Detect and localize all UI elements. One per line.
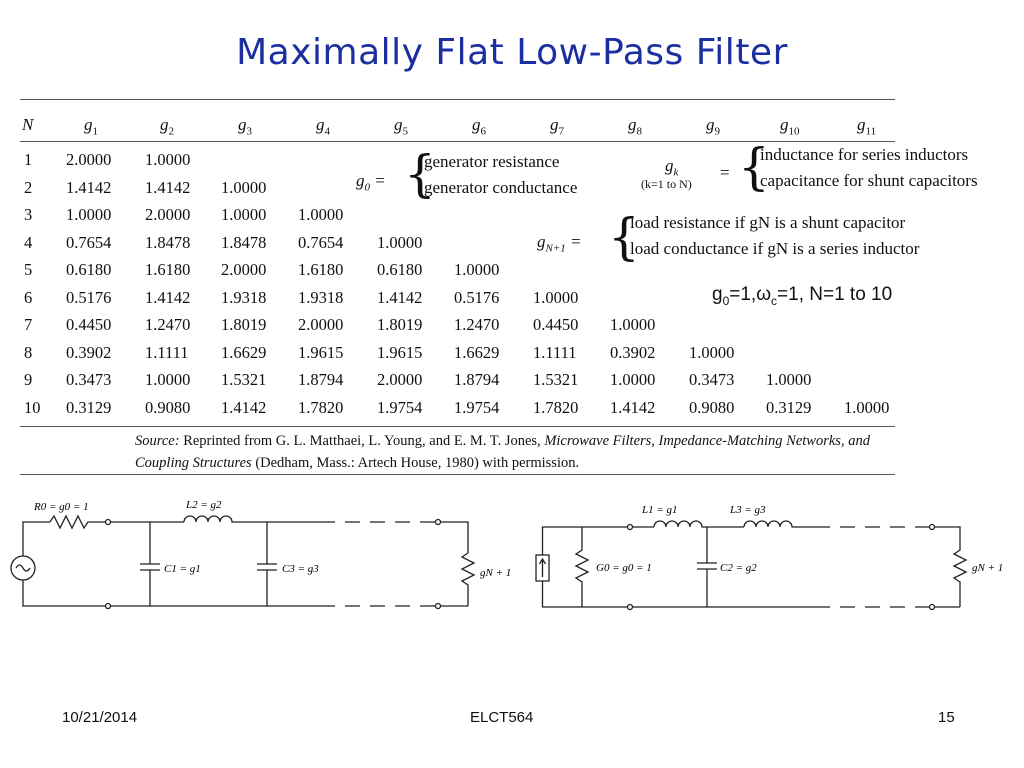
table-cell: 0.3902 — [610, 342, 656, 362]
gk-lhs: $g_k$ — [665, 156, 679, 179]
table-cell: 1.8794 — [454, 370, 500, 389]
table-cell: 1.6180 — [145, 260, 191, 279]
l3-label: L3 = g3 — [730, 504, 766, 516]
load1-label: gN + 1 — [480, 567, 512, 579]
table-cell: 0.9080 — [689, 397, 735, 417]
normalization-note: $g_0=1,\omega_c=1$, N=1 to 10 — [712, 284, 893, 308]
table-row-n: 1 — [24, 150, 33, 169]
table-row-n: 2 — [24, 177, 33, 197]
table-row-n: 5 — [24, 260, 33, 279]
table-row-n: 7 — [24, 315, 33, 334]
table-header-n: N — [22, 115, 34, 134]
table-cell: 0.7654 — [66, 232, 112, 252]
footer-course: ELCT564 — [470, 709, 534, 726]
table-row-n: 3 — [24, 205, 33, 224]
gk-line2: capacitance for shunt capacitors — [760, 171, 978, 190]
table-cell: 0.4450 — [66, 315, 112, 334]
slide-title: Maximally Flat Low-Pass Filter — [236, 32, 788, 73]
table-cell: 0.3129 — [66, 397, 112, 417]
table-cell: 0.3902 — [66, 342, 112, 362]
g0-line1: generator resistance — [424, 152, 560, 171]
table-header-g6: $g_6$ — [472, 115, 486, 138]
source-citation — [135, 430, 905, 474]
table-cell: 0.5176 — [66, 287, 112, 307]
table-cell: 1.1111 — [145, 342, 189, 362]
gk-range: (k=1 to N) — [641, 177, 692, 191]
table-header-g5: $g_5$ — [394, 115, 408, 138]
table-cell: 1.4142 — [145, 287, 191, 307]
ladder-circuit-1 — [0, 488, 520, 618]
gk-line1: inductance for series inductors — [760, 145, 969, 164]
table-cell: 2.0000 — [145, 205, 191, 224]
table-cell: 1.1111 — [533, 342, 577, 362]
table-cell: 1.9754 — [454, 397, 500, 417]
source-tail: (Dedham, Mass.: Artech House, 1980) with permission. — [255, 455, 580, 471]
table-cell: 1.0000 — [533, 287, 579, 307]
table-cell: 1.4142 — [221, 397, 267, 417]
table-cell: 1.5321 — [533, 370, 579, 389]
table-cell: 1.9318 — [221, 287, 267, 307]
g0-lhs: $g_0$ = — [356, 171, 386, 194]
table-cell: 1.9615 — [298, 342, 344, 362]
table-cell: 1.4142 — [610, 397, 656, 417]
load2-label: gN + 1 — [972, 562, 1004, 574]
ladder-circuit-2 — [530, 495, 1020, 615]
footer-date: 10/21/2014 — [62, 709, 138, 726]
table-header-g2: $g_2$ — [160, 115, 174, 138]
source-label: Source: — [135, 433, 180, 449]
l2-label: L2 = g2 — [186, 499, 222, 511]
table-cell: 1.0000 — [298, 205, 344, 224]
table-cell: 0.6180 — [66, 260, 112, 279]
table-cell: 0.5176 — [454, 287, 500, 307]
table-header-g7: $g_7$ — [550, 115, 564, 138]
table-cell: 1.9754 — [377, 397, 423, 417]
g0-label: G0 = g0 = 1 — [596, 562, 652, 574]
c1-label: C1 = g1 — [164, 563, 201, 575]
table-cell: 0.7654 — [298, 232, 344, 252]
table-row-n: 8 — [24, 342, 33, 362]
gN1-lhs: $g_{N+1}$ = — [537, 232, 582, 255]
table-cell: 1.5321 — [221, 370, 267, 389]
table-cell: 2.0000 — [298, 315, 344, 334]
table-cell: 1.2470 — [454, 315, 500, 334]
table-cell: 2.0000 — [221, 260, 267, 279]
table-cell: 0.3473 — [689, 370, 735, 389]
table-row-n: 9 — [24, 370, 33, 389]
table-header-g10: $g_{10}$ — [780, 115, 800, 138]
table-cell: 1.0000 — [221, 205, 267, 224]
l1-label: L1 = g1 — [642, 504, 678, 516]
table-cell: 0.3473 — [66, 370, 112, 389]
table-cell: 1.2470 — [145, 315, 191, 334]
table-cell: 0.4450 — [533, 315, 579, 334]
footer-page: 15 — [938, 709, 955, 726]
table-cell: 1.0000 — [145, 150, 191, 169]
table-row-n: 6 — [24, 287, 33, 307]
source-bottom-rule — [20, 474, 895, 475]
table-cell: 1.8019 — [221, 315, 267, 334]
table-bottom-rule — [20, 426, 895, 427]
source-book: Microwave Filters, Impedance-Matching Networks, and Coupling Structures — [135, 433, 870, 471]
table-cell: 1.0000 — [766, 370, 812, 389]
table-header-g4: $g_4$ — [316, 115, 330, 138]
table-cell: 1.9615 — [377, 342, 423, 362]
gk-brace: { — [738, 138, 770, 196]
table-cell: 1.0000 — [145, 370, 191, 389]
table-cell: 0.3129 — [766, 397, 812, 417]
g0-line2: generator conductance — [424, 178, 578, 197]
g0-brace: { — [404, 145, 436, 203]
table-cell: 1.4142 — [66, 177, 112, 197]
table-cell: 1.6629 — [221, 342, 267, 362]
table-cell: 0.6180 — [377, 260, 423, 279]
table-row-n: 4 — [24, 232, 33, 252]
table-cell: 1.7820 — [298, 397, 344, 417]
gN1-brace: { — [608, 208, 640, 266]
r0-label: R0 = g0 = 1 — [34, 501, 89, 513]
c3-label: C3 = g3 — [282, 563, 319, 575]
table-row-n: 10 — [24, 397, 41, 417]
table-cell: 1.0000 — [689, 342, 735, 362]
table-cell: 1.8019 — [377, 315, 423, 334]
table-cell: 1.4142 — [377, 287, 423, 307]
source-text: Reprinted from G. L. Matthaei, L. Young, and E. M. T. Jones, — [183, 433, 541, 449]
table-cell: 1.8478 — [145, 232, 191, 252]
table-cell: 1.0000 — [610, 370, 656, 389]
gk-equals: = — [720, 163, 730, 182]
table-header-g8: $g_8$ — [628, 115, 642, 138]
table-cell: 1.0000 — [610, 315, 656, 334]
table-cell: 1.0000 — [66, 205, 112, 224]
table-cell: 1.8478 — [221, 232, 267, 252]
table-cell: 1.4142 — [145, 177, 191, 197]
table-cell: 2.0000 — [66, 150, 112, 169]
table-cell: 1.0000 — [844, 397, 890, 417]
table-cell: 1.0000 — [221, 177, 267, 197]
table-header-g9: $g_9$ — [706, 115, 720, 138]
table-header-g1: $g_1$ — [84, 115, 98, 138]
table-cell: 1.6180 — [298, 260, 344, 279]
table-cell: 1.8794 — [298, 370, 344, 389]
table-top-rule — [20, 99, 895, 100]
table-cell: 0.9080 — [145, 397, 191, 417]
table-cell: 1.9318 — [298, 287, 344, 307]
table-cell: 1.7820 — [533, 397, 579, 417]
table-header-g11: $g_{11}$ — [857, 115, 877, 138]
c2-label: C2 = g2 — [720, 562, 757, 574]
table-cell: 1.0000 — [377, 232, 423, 252]
table-cell: 2.0000 — [377, 370, 423, 389]
table-cell: 1.0000 — [454, 260, 500, 279]
gN1-line2: load conductance if gN is a series inductor — [630, 239, 920, 258]
gN1-line1: load resistance if gN is a shunt capacitor — [630, 213, 906, 232]
table-header-g3: $g_3$ — [238, 115, 252, 138]
table-cell: 1.6629 — [454, 342, 500, 362]
